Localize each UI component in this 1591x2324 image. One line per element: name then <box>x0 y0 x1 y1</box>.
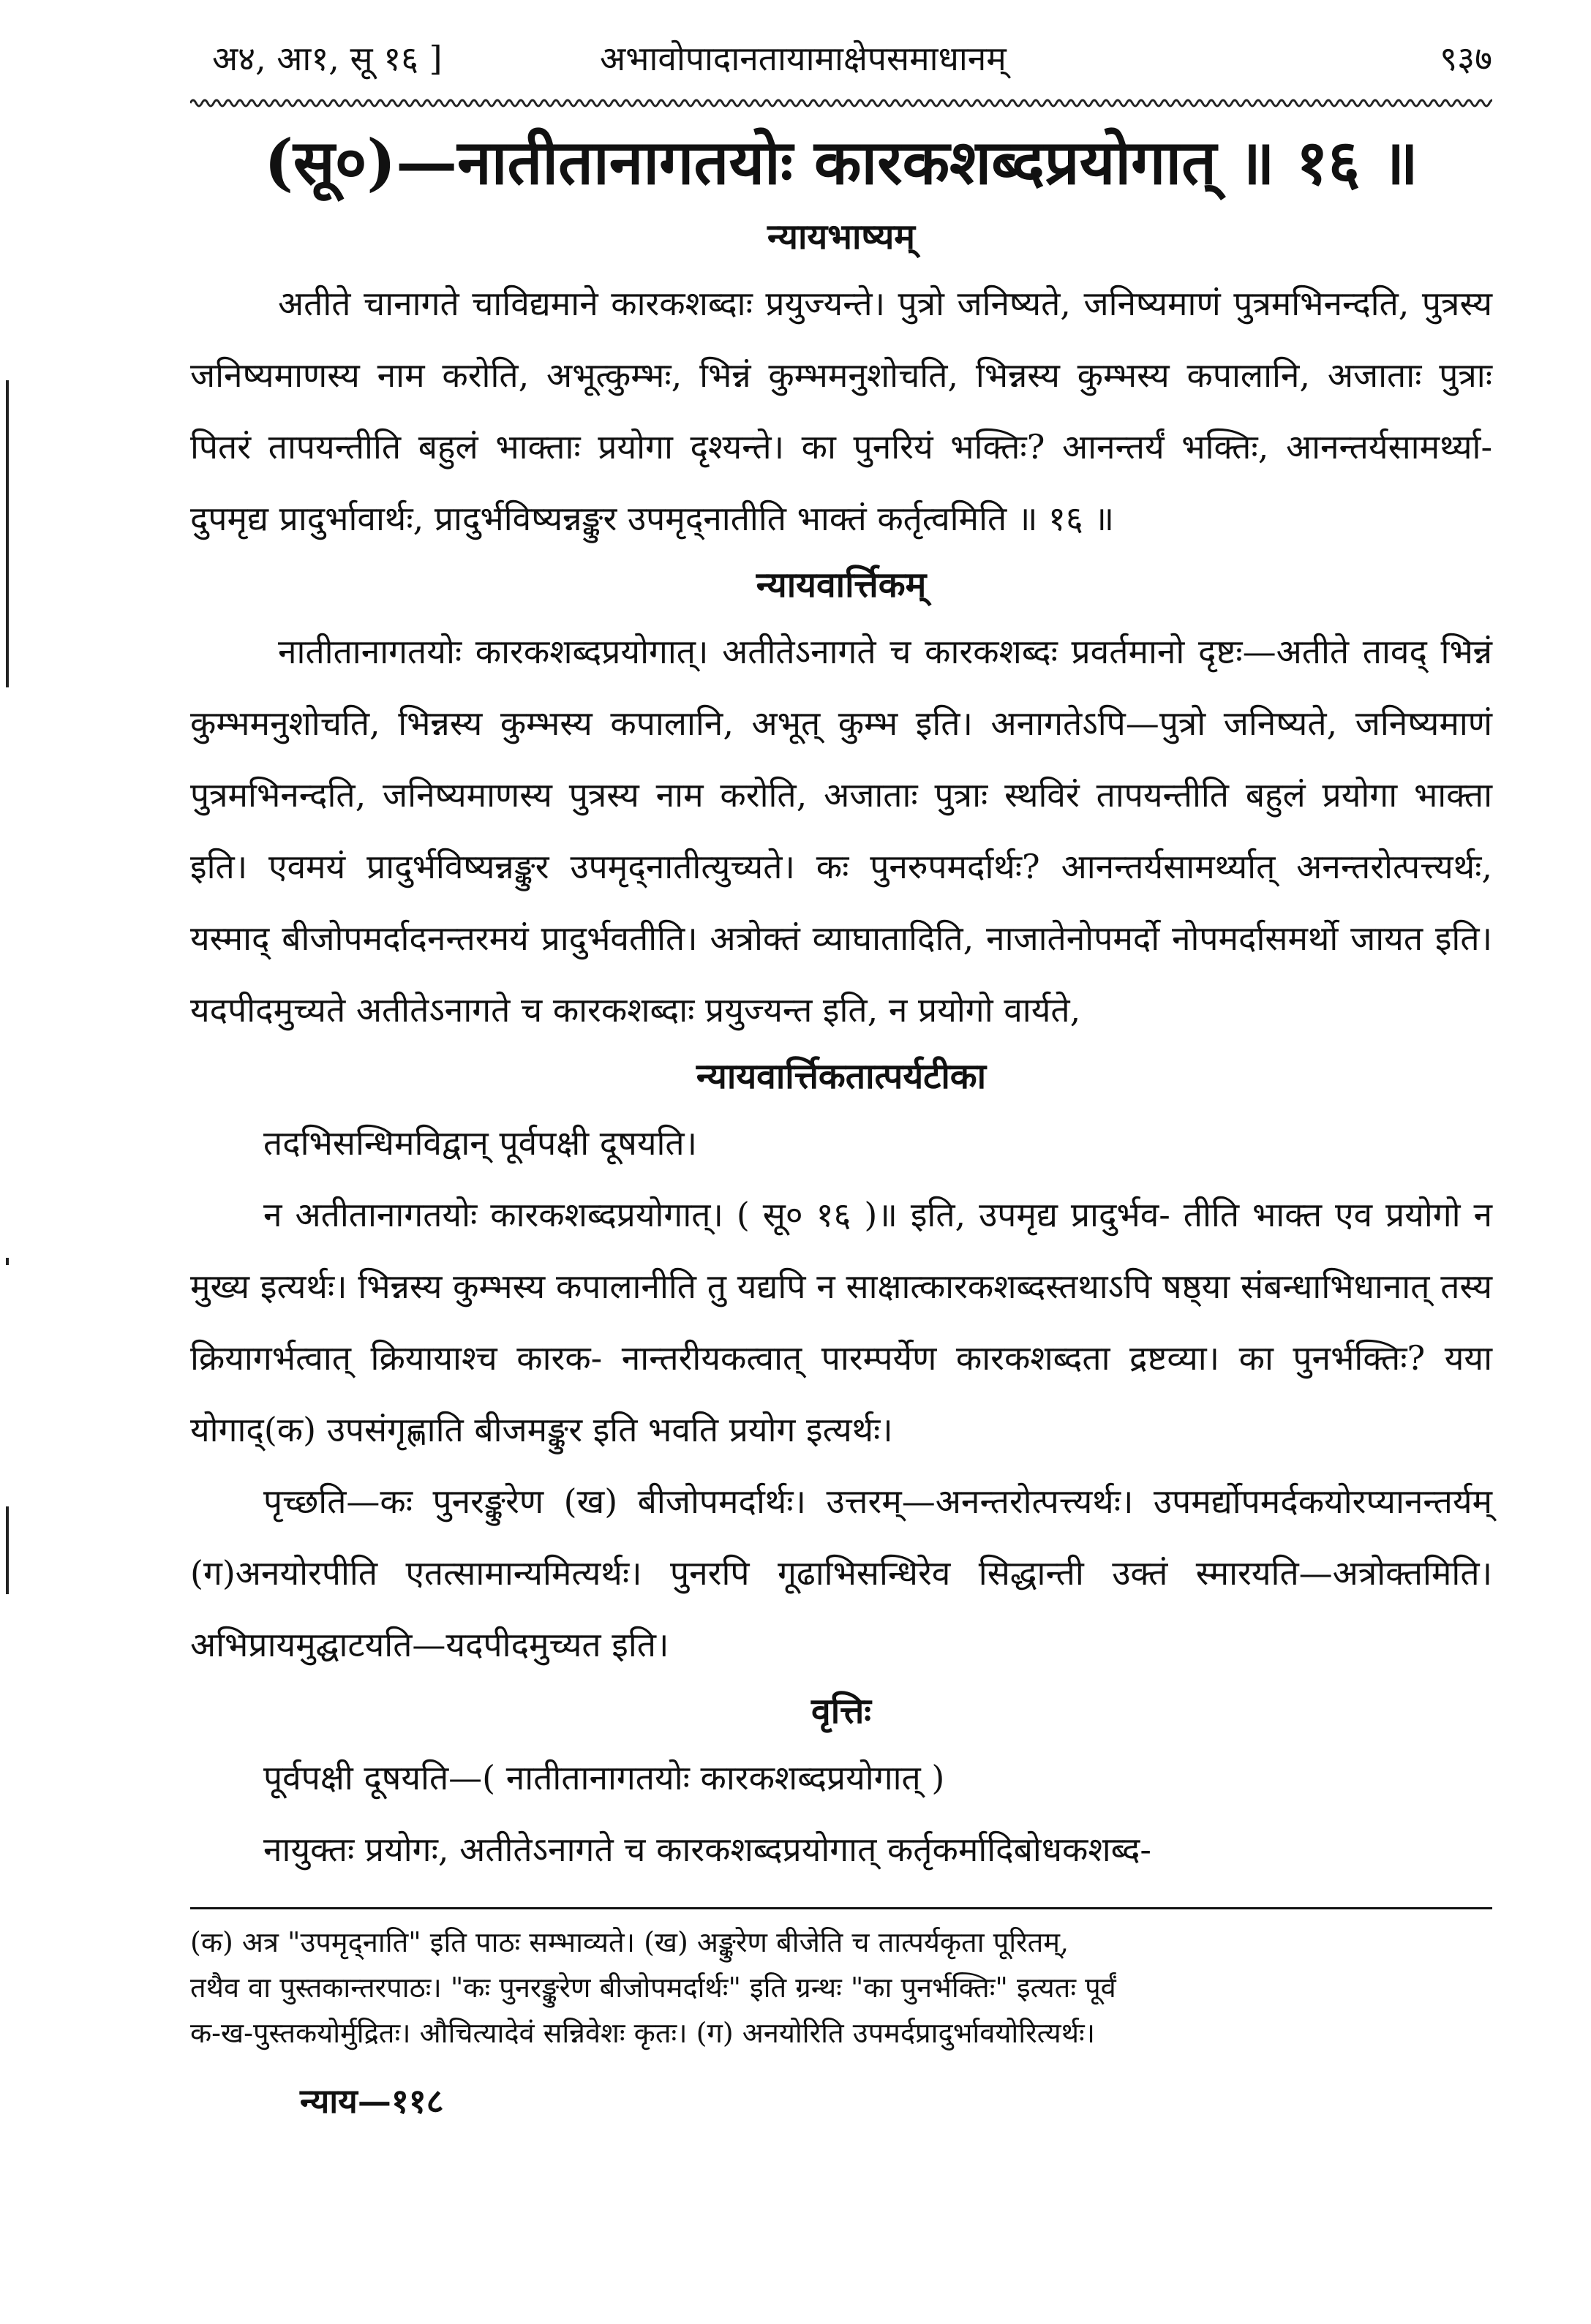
footnotes <box>190 1920 1492 2056</box>
running-head <box>190 22 1492 95</box>
left-margin-marks <box>0 0 22 2324</box>
nyaya-bhashya-text: अतीते चानागते चाविद्यमाने कारकशब्दाः प्रयुज्यन्ते। पुत्रो जनिष्यते, जनिष्यमाणं पुत्रमभिनन्दति, पुत्रस्य जनिष्यमाणस्य नाम करोति, अभूत्कुम्भः, भिन्नं कुम्भमनुशोचति, भिन्नस्य कुम्भस्य कपालानि, अजाताः पुत्राः पितरं तापयन्तीति बहुलं भाक्ताः प्रयोगा दृश्यन्ते। का पुनरियं भक्तिः? आनन्तर्यं भक्तिः, आनन्तर्यसामर्थ्या- दुपमृद्य प्रादुर्भावार्थः, प्रादुर्भविष्यन्नङ्कुर उपमृद्नातीति भाक्तं कर्तृत्वमिति ॥ १६ ॥ <box>190 284 1493 538</box>
wavy-rule <box>190 95 1492 111</box>
tatparya-tika-intro: तदभिसन्धिमविद्वान् पूर्वपक्षी दूषयति। <box>263 1123 698 1163</box>
nyaya-bhashya-heading: न्यायभाष्यम् <box>767 216 916 257</box>
margin-tick <box>6 1258 9 1265</box>
nyaya-vartika-heading: न्यायवार्त्तिकम् <box>756 565 927 605</box>
footnote-line: क-ख-पुस्तकयोर्मुद्रितः। औचित्यादेवं सन्निवेशः कृतः। (ग) अनयोरिति उपमर्दप्रादुर्भावयोरित्यर्थः। <box>190 2017 1096 2049</box>
nyaya-vartika-text: नातीतानागतयोः कारकशब्दप्रयोगात्। अतीतेऽनागते च कारकशब्दः प्रवर्तमानो दृष्टः—अतीते तावद् भिन्नं कुम्भमनुशोचति, भिन्नस्य कुम्भस्य कपालानि, अभूत् कुम्भ इति। अनागतेऽपि—पुत्रो जनिष्यते, जनिष्यमाणं पुत्रमभिनन्दति, जनिष्यमाणस्य पुत्रस्य नाम करोति, अजाताः पुत्राः स्थविरं तापयन्तीति बहुलं प्रयोगा भाक्ता इति। एवमयं प्रादुर्भविष्यन्नङ्कुर उपमृद्नातीत्युच्यते। कः पुनरुपमर्दार्थः? आनन्तर्यसामर्थ्यात् अनन्तरोत्पत्त्यर्थः, यस्माद् बीजोपमर्दादनन्तरमयं प्रादुर्भवतीति। अत्रोक्तं व्याघातादिति, नाजातेनोपमर्दो नोपमर्दासमर्थो जायत इति। यदपीदमुच्यते अतीतेऽनागते च कारकशब्दाः प्रयुज्यन्त इति, न प्रयोगो वार्यते, <box>190 632 1493 1030</box>
running-head-section: अ४, आ१, सू १६ ] <box>212 39 443 78</box>
running-head-topic: अभावोपादानतायामाक्षेपसमाधानम् <box>600 39 1007 78</box>
tatparya-tika-question: पृच्छति—कः पुनरङ्कुरेण (ख) बीजोपमर्दार्थः। उत्तरम्—अनन्तरोत्पत्त्यर्थः। उपमर्द्योपमर्दकयोरप्यानन्तर्यम् (ग)अनयोरपीति एतत्सामान्यमित्यर्थः। पुनरपि गूढाभिसन्धिरेव सिद्धान्ती उक्तं स्मारयति—अत्रोक्तमिति। अभिप्रायमुद्घाटयति—यदपीदमुच्यत इति। <box>190 1482 1493 1664</box>
vritti-heading: वृत्तिः <box>811 1691 871 1732</box>
vritti-line: नायुक्तः प्रयोगः, अतीतेऽनागते च कारकशब्दप्रयोगात् कर्तृकर्मादिबोधकशब्द- <box>263 1830 1151 1869</box>
margin-tick <box>6 380 9 687</box>
page-number: ९३७ <box>1440 39 1492 78</box>
printer-signature: न्याय—११८ <box>300 2081 444 2121</box>
sutra-heading: (सू०)—नातीतानागतयोः कारकशब्दप्रयोगात् ॥ १६ ॥ <box>264 126 1418 198</box>
footnote-rule <box>190 1907 1492 1909</box>
book-page <box>190 22 1492 2304</box>
tatparya-tika-commentary: न अतीतानागतयोः कारकशब्दप्रयोगात्। ( सू० १६ )॥ इति, उपमृद्य प्रादुर्भव- तीति भाक्त एव प्रयोगो न मुख्य इत्यर्थः। भिन्नस्य कुम्भस्य कपालानीति तु यद्यपि न साक्षात्कारकशब्दस्तथाऽपि षष्ठ्या संबन्धाभिधानात् तस्य क्रियागर्भत्वात् क्रियायाश्च कारक- नान्तरीयकत्वात् पारम्पर्येण कारकशब्दता द्रष्टव्या। का पुनर्भक्तिः? यया योगाद्(क) उपसंगृह्णाति बीजमङ्कुर इति भवति प्रयोग इत्यर्थः। <box>190 1195 1492 1449</box>
margin-tick <box>6 1506 9 1594</box>
footnote-line: (क) अत्र "उपमृद्नाति" इति पाठः सम्भाव्यते। (ख) अङ्कुरेण बीजेति च तात्पर्यकृता पूरितम्, <box>190 1926 1069 1958</box>
vritti-line: पूर्वपक्षी दूषयति—( नातीतानागतयोः कारकशब्दप्रयोगात् ) <box>263 1758 945 1797</box>
footnote-line: तथैव वा पुस्तकान्तरपाठः। "कः पुनरङ्कुरेण बीजोपमर्दार्थः" इति ग्रन्थः "का पुनर्भक्तिः" इत्यतः पूर्वं <box>190 1972 1116 2004</box>
tatparya-tika-heading: न्यायवार्त्तिकतात्पर्यटीका <box>696 1056 987 1097</box>
